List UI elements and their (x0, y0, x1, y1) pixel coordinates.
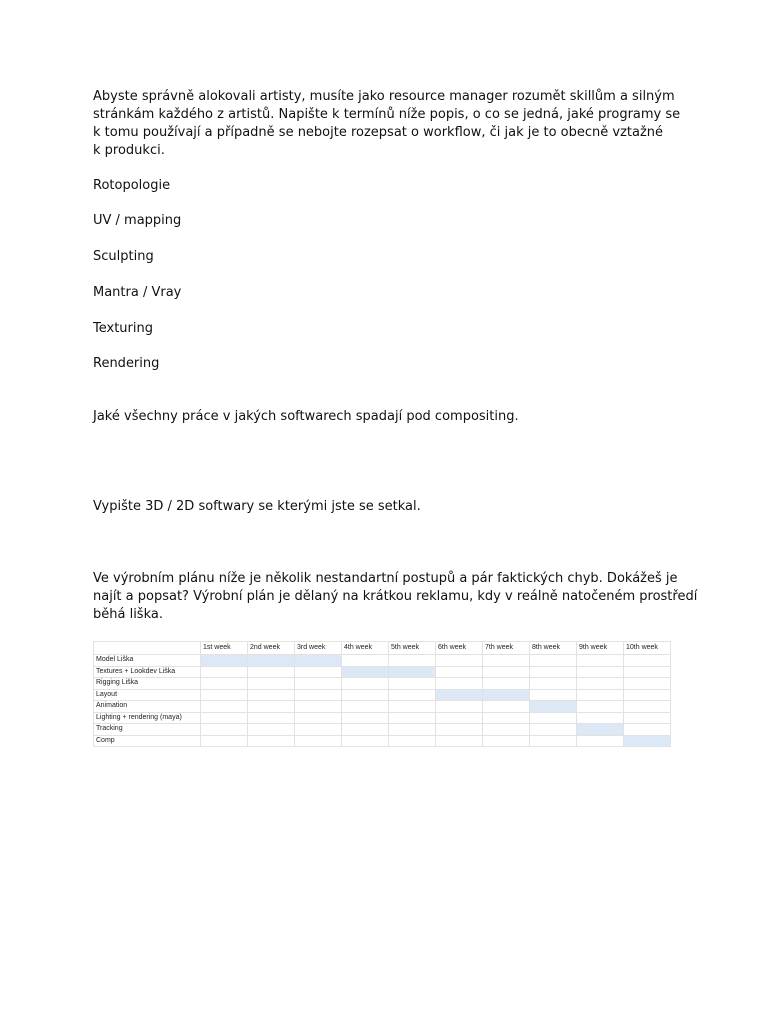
week-cell (248, 724, 295, 736)
table-row (94, 678, 671, 690)
week-cell (483, 666, 530, 678)
table-row (94, 701, 671, 713)
task-column-header (94, 642, 201, 655)
week-cell (342, 701, 389, 713)
task-name-cell: Animation (94, 701, 201, 713)
term-uv-mapping: UV / mapping (93, 213, 182, 228)
week-cell (577, 689, 624, 701)
term-rotopologie: Rotopologie (93, 178, 171, 193)
week-column-header: 2nd week (248, 642, 295, 655)
task-name-cell: Comp (94, 735, 201, 747)
table-row (94, 735, 671, 747)
week-cell (295, 689, 342, 701)
week-column-header: 9th week (577, 642, 624, 655)
week-cell (483, 712, 530, 724)
plan-question-line: běhá liška. (93, 607, 163, 622)
scheduled-week-cell (295, 655, 342, 667)
week-cell (342, 655, 389, 667)
week-column-header: 5th week (389, 642, 436, 655)
week-cell (342, 735, 389, 747)
week-cell (624, 666, 671, 678)
scheduled-week-cell (530, 701, 577, 713)
question-software: Vypište 3D / 2D softwary se kterými jste se setkal. (93, 499, 421, 514)
intro-line: Abyste správně alokovali artisty, musíte jako resource manager rozumět skillům a silným (93, 89, 675, 104)
task-name-cell: Tracking (94, 724, 201, 736)
week-column-header: 6th week (436, 642, 483, 655)
scheduled-week-cell (577, 724, 624, 736)
week-cell (201, 701, 248, 713)
scheduled-week-cell (201, 655, 248, 667)
table-row (94, 689, 671, 701)
week-cell (342, 678, 389, 690)
week-cell (530, 655, 577, 667)
week-cell (530, 712, 577, 724)
plan-question-line: Ve výrobním plánu níže je několik nestandartní postupů a pár faktických chyb. Dokážeš je (93, 571, 678, 586)
table-row (94, 724, 671, 736)
week-cell (436, 701, 483, 713)
scheduled-week-cell (483, 689, 530, 701)
week-cell (624, 701, 671, 713)
week-cell (436, 678, 483, 690)
production-plan-table (93, 641, 671, 747)
week-cell (201, 712, 248, 724)
week-cell (201, 689, 248, 701)
week-cell (342, 689, 389, 701)
week-cell (624, 724, 671, 736)
week-cell (483, 655, 530, 667)
term-sculpting: Sculpting (93, 249, 154, 264)
week-cell (295, 678, 342, 690)
term-texturing: Texturing (93, 321, 153, 336)
week-cell (248, 701, 295, 713)
week-cell (624, 655, 671, 667)
week-cell (389, 678, 436, 690)
intro-line: k produkci. (93, 143, 165, 158)
question-compositing: Jaké všechny práce v jakých softwarech spadají pod compositing. (93, 409, 519, 424)
term-mantra-vray: Mantra / Vray (93, 285, 182, 300)
week-cell (248, 735, 295, 747)
week-cell (295, 735, 342, 747)
week-cell (624, 678, 671, 690)
week-cell (342, 712, 389, 724)
week-column-header: 10th week (624, 642, 671, 655)
week-cell (577, 712, 624, 724)
week-cell (248, 678, 295, 690)
week-cell (577, 701, 624, 713)
week-column-header: 4th week (342, 642, 389, 655)
week-column-header: 8th week (530, 642, 577, 655)
task-name-cell: Textures + Lookdev Liška (94, 666, 201, 678)
week-cell (624, 712, 671, 724)
week-cell (530, 724, 577, 736)
scheduled-week-cell (624, 735, 671, 747)
intro-line: stránkám každého z artistů. Napište k termínů níže popis, o co se jedná, jaké programy se (93, 107, 681, 122)
week-cell (530, 666, 577, 678)
week-cell (483, 678, 530, 690)
week-cell (248, 712, 295, 724)
task-name-cell: Layout (94, 689, 201, 701)
table-row (94, 712, 671, 724)
week-cell (436, 666, 483, 678)
week-column-header: 7th week (483, 642, 530, 655)
scheduled-week-cell (342, 666, 389, 678)
scheduled-week-cell (248, 655, 295, 667)
week-cell (483, 724, 530, 736)
task-name-cell: Model Liška (94, 655, 201, 667)
week-column-header: 1st week (201, 642, 248, 655)
week-column-header: 3rd week (295, 642, 342, 655)
week-cell (436, 655, 483, 667)
week-cell (389, 701, 436, 713)
week-cell (295, 701, 342, 713)
week-cell (577, 666, 624, 678)
scheduled-week-cell (436, 689, 483, 701)
task-name-cell: Rigging Liška (94, 678, 201, 690)
scheduled-week-cell (389, 666, 436, 678)
week-cell (389, 712, 436, 724)
table-row (94, 666, 671, 678)
week-cell (577, 655, 624, 667)
question-production-plan (93, 570, 698, 624)
week-cell (201, 666, 248, 678)
week-cell (389, 735, 436, 747)
week-cell (624, 689, 671, 701)
week-cell (295, 724, 342, 736)
week-cell (201, 724, 248, 736)
week-cell (295, 712, 342, 724)
week-cell (530, 689, 577, 701)
week-cell (577, 678, 624, 690)
intro-paragraph (93, 88, 683, 160)
term-rendering: Rendering (93, 356, 160, 371)
week-cell (201, 678, 248, 690)
week-cell (389, 689, 436, 701)
week-cell (248, 689, 295, 701)
week-cell (201, 735, 248, 747)
week-cell (530, 678, 577, 690)
week-cell (389, 724, 436, 736)
week-cell (483, 701, 530, 713)
plan-question-line: najít a popsat? Výrobní plán je dělaný na krátkou reklamu, kdy v reálně natočeném prostředí (93, 589, 698, 604)
week-cell (436, 712, 483, 724)
week-cell (436, 735, 483, 747)
table-header-row (94, 642, 671, 655)
week-cell (436, 724, 483, 736)
week-cell (577, 735, 624, 747)
task-name-cell: Lighting + rendering (maya) (94, 712, 201, 724)
table-row (94, 655, 671, 667)
week-cell (295, 666, 342, 678)
intro-line: k tomu používají a případně se nebojte rozepsat o workflow, či jak je to obecně vztažné (93, 125, 664, 140)
week-cell (248, 666, 295, 678)
week-cell (530, 735, 577, 747)
week-cell (483, 735, 530, 747)
week-cell (389, 655, 436, 667)
week-cell (342, 724, 389, 736)
